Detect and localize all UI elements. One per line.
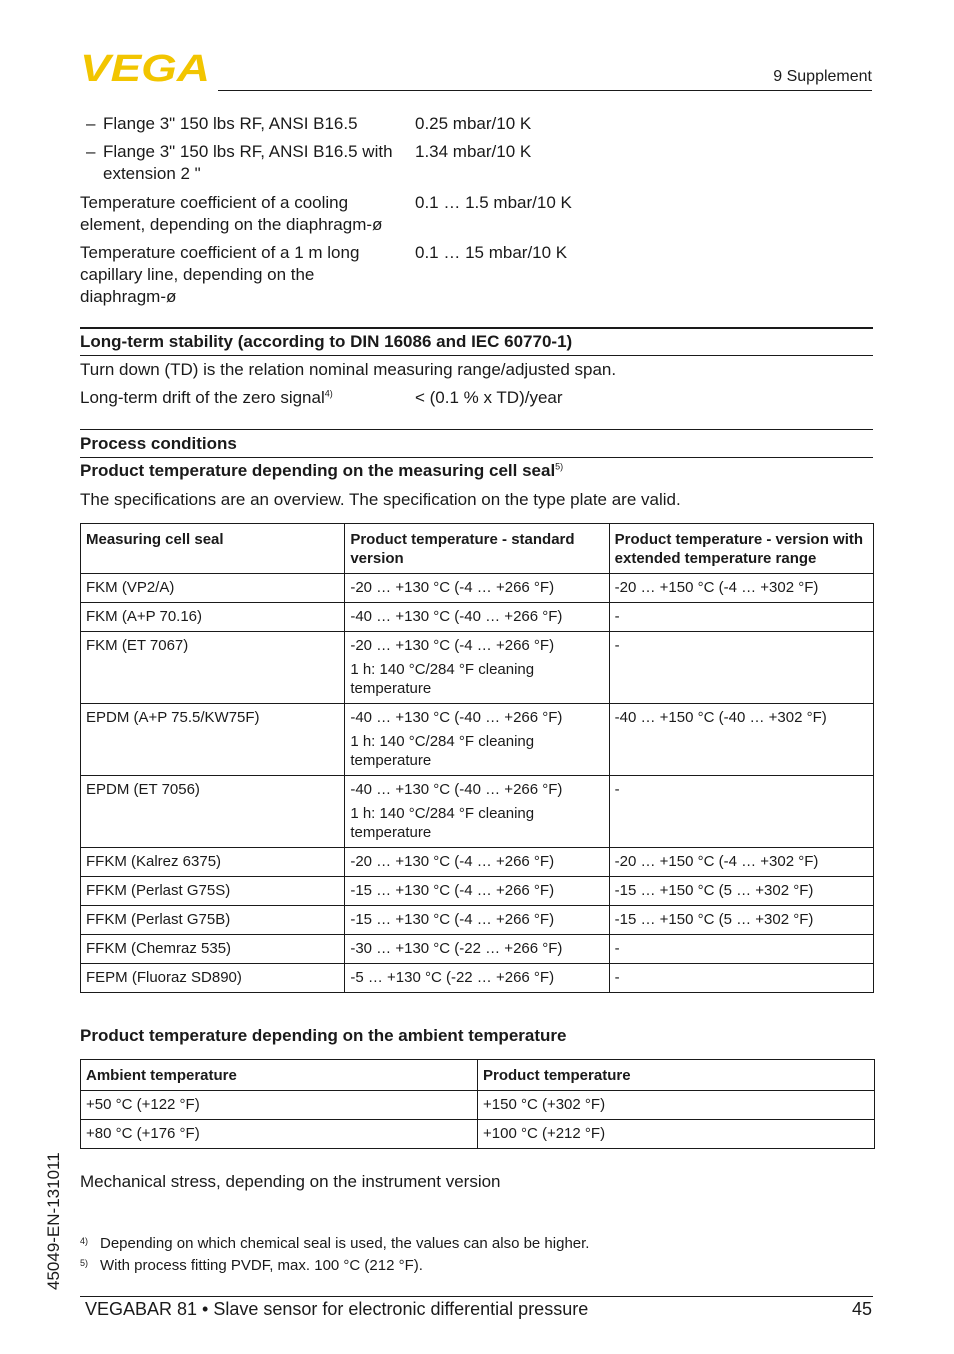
ambient-table-header [81, 1060, 875, 1091]
footnote-text-4: Depending on which chemical seal is used, the values can also be higher. [100, 1235, 590, 1252]
footer-rule [80, 1296, 873, 1297]
stability-intro: Turn down (TD) is the relation nominal measuring range/adjusted span. [80, 360, 617, 379]
dash-2: – [86, 142, 96, 161]
cell-seal: EPDM (A+P 75.5/KW75F) [81, 704, 345, 776]
spec-value-1: 0.25 mbar/10 K [415, 114, 532, 133]
cell-extended: -20 … +150 °C (-4 … +302 °F) [609, 848, 873, 877]
table-row [81, 848, 874, 877]
cell-seal: FFKM (Chemraz 535) [81, 935, 345, 964]
spec-value-4: 0.1 … 15 mbar/10 K [415, 243, 568, 262]
cell-seal: FKM (A+P 70.16) [81, 603, 345, 632]
cell-standard: -20 … +130 °C (-4 … +266 °F) 1 h: 140 °C/284 °F cleaning temperature [345, 632, 609, 704]
cell-seal: FKM (VP2/A) [81, 574, 345, 603]
spec-value-2: 1.34 mbar/10 K [415, 142, 532, 161]
footer-title: VEGABAR 81 • Slave sensor for electronic differential pressure [85, 1299, 589, 1319]
cell-extended: -40 … +150 °C (-40 … +302 °F) [609, 704, 873, 776]
cell-ambient: +50 °C (+122 °F) [81, 1091, 478, 1120]
cell-standard: -5 … +130 °C (-22 … +266 °F) [345, 964, 609, 993]
page-number: 45 [851, 1299, 872, 1319]
cell-extended: - [609, 935, 873, 964]
drift-label: Long-term drift of the zero signal$^{4)}$ [80, 388, 333, 407]
spec-label-2: Flange 3" 150 lbs RF, ANSI B16.5 with extension 2 " [103, 142, 393, 183]
cell-standard: -30 … +130 °C (-22 … +266 °F) [345, 935, 609, 964]
drift-value: < (0.1 % x TD)/year [415, 388, 563, 407]
cell-product: +100 °C (+212 °F) [478, 1120, 875, 1149]
footnote-text-5: With process fitting PVDF, max. 100 °C (212 °F). [100, 1257, 423, 1274]
cell-standard: -40 … +130 °C (-40 … +266 °F) 1 h: 140 °C/284 °F cleaning temperature [345, 776, 609, 848]
cell-seal: EPDM (ET 7056) [81, 776, 345, 848]
cell-standard: -15 … +130 °C (-4 … +266 °F) [345, 906, 609, 935]
cell-extended: - [609, 776, 873, 848]
cell-standard: -40 … +130 °C (-40 … +266 °F) [345, 603, 609, 632]
cell-extended: - [609, 632, 873, 704]
cleaning-note: 1 h: 140 °C/284 °F cleaning temperature [350, 661, 535, 697]
table-row [81, 1120, 875, 1149]
stability-heading: Long-term stability (according to DIN 16086 and IEC 60770-1) [80, 332, 573, 351]
table-row [81, 603, 874, 632]
seal-subheading: Product temperature depending on the measuring cell seal$^{5)}$ [80, 461, 564, 480]
spec-value-3: 0.1 … 1.5 mbar/10 K [415, 193, 572, 212]
overview-text: The specifications are an overview. The specification on the type plate are valid. [80, 490, 681, 509]
col-header-standard: Product temperature - standard version [345, 524, 609, 574]
table-row [81, 906, 874, 935]
table-row [81, 776, 874, 848]
cell-seal: FEPM (Fluoraz SD890) [81, 964, 345, 993]
cell-seal: FFKM (Kalrez 6375) [81, 848, 345, 877]
process-rule-bottom [80, 457, 873, 458]
section-rule-top [80, 327, 873, 329]
logo-text: VEGA [80, 52, 210, 84]
footnote-ref-5: 5) [555, 461, 564, 472]
cell-extended: -15 … +150 °C (5 … +302 °F) [609, 877, 873, 906]
document-code: 45049-EN-131011 [44, 1152, 63, 1290]
spec-label-1: Flange 3" 150 lbs RF, ANSI B16.5 [103, 114, 358, 133]
cell-extended: - [609, 964, 873, 993]
cell-standard: -20 … +130 °C (-4 … +266 °F) [345, 574, 609, 603]
process-rule-top [80, 429, 873, 430]
col-header-product: Product temperature [478, 1060, 875, 1091]
footnote-ref-4: 4) [324, 388, 333, 399]
table-row [81, 704, 874, 776]
cell-seal: FFKM (Perlast G75B) [81, 906, 345, 935]
spec-label-4: Temperature coefficient of a 1 m long capillary line, depending on the diaphragm-ø [80, 243, 360, 306]
cell-standard: -15 … +130 °C (-4 … +266 °F) [345, 877, 609, 906]
cleaning-note: 1 h: 140 °C/284 °F cleaning temperature [350, 733, 535, 769]
vega-logo [80, 52, 212, 84]
table-row [81, 877, 874, 906]
ambient-table [80, 1059, 875, 1149]
cell-extended: -20 … +150 °C (-4 … +302 °F) [609, 574, 873, 603]
col-header-ambient: Ambient temperature [81, 1060, 478, 1091]
spec-label-3: Temperature coefficient of a cooling element, depending on the diaphragm-ø [80, 193, 383, 234]
footnote-num-5: 5) [80, 1258, 89, 1268]
section-label: 9 Supplement [773, 68, 872, 85]
mechanical-stress: Mechanical stress, depending on the instrument version [80, 1172, 501, 1191]
table-row [81, 964, 874, 993]
seal-table-header [81, 524, 874, 574]
section-rule-bottom [80, 355, 873, 356]
col-header-extended: Product temperature - version with extended temperature range [609, 524, 873, 574]
ambient-heading: Product temperature depending on the ambient temperature [80, 1026, 567, 1045]
cleaning-note: 1 h: 140 °C/284 °F cleaning temperature [350, 805, 535, 841]
table-row [81, 935, 874, 964]
table-row [81, 574, 874, 603]
cell-ambient: +80 °C (+176 °F) [81, 1120, 478, 1149]
cell-extended: - [609, 603, 873, 632]
cell-seal: FFKM (Perlast G75S) [81, 877, 345, 906]
dash-1: – [86, 114, 96, 133]
cell-standard: -20 … +130 °C (-4 … +266 °F) [345, 848, 609, 877]
cell-product: +150 °C (+302 °F) [478, 1091, 875, 1120]
footnote-num-4: 4) [80, 1236, 89, 1246]
process-heading: Process conditions [80, 434, 237, 453]
cell-standard: -40 … +130 °C (-40 … +266 °F) 1 h: 140 °C/284 °F cleaning temperature [345, 704, 609, 776]
col-header-seal: Measuring cell seal [81, 524, 345, 574]
cell-extended: -15 … +150 °C (5 … +302 °F) [609, 906, 873, 935]
cell-seal: FKM (ET 7067) [81, 632, 345, 704]
header-rule [218, 90, 872, 91]
seal-table [80, 523, 874, 993]
table-row [81, 632, 874, 704]
table-row [81, 1091, 875, 1120]
